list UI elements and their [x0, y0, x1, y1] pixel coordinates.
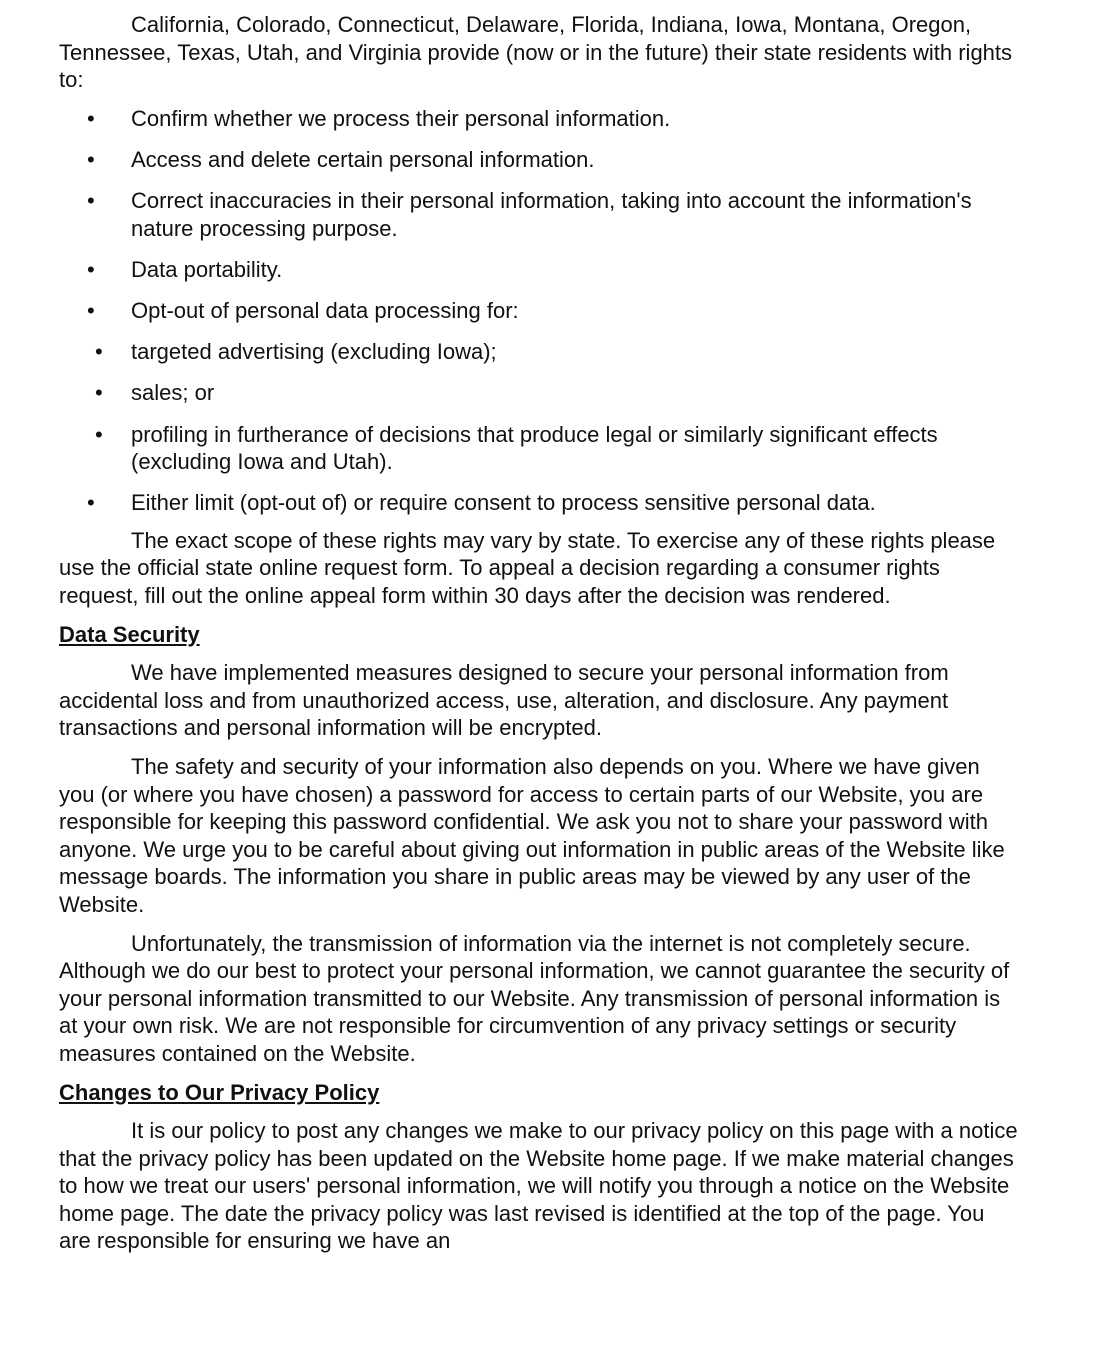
list-item [59, 187, 1019, 242]
list-item-text: Correct inaccuracies in their personal information, taking into account the information's nature processing purpose. [131, 187, 972, 241]
bullet-icon: • [95, 421, 103, 447]
data-security-heading: Data Security [59, 621, 200, 647]
document-page [59, 11, 1019, 1266]
data-security-paragraph: The safety and security of your information also depends on you. Where we have given you (or where you have chosen) a password for access to certain parts of our Website, you are responsible for keeping this password confidential. We ask you not to share your password with anyone. We urge you to be careful about giving out information in public areas of the Website like message boards. The information you share in public areas may be viewed by any user of the Website. [59, 753, 1005, 917]
bullet-icon: • [87, 490, 95, 516]
sublist-item-text: profiling in furtherance of decisions that produce legal or similarly significant effects (excluding Iowa and Utah). [131, 421, 938, 475]
list-item [59, 489, 1019, 517]
sublist-item [95, 338, 1019, 366]
changes-paragraph: It is our policy to post any changes we make to our privacy policy on this page with a notice that the privacy policy has been updated on the Website home page. If we make material changes to how we treat our users' personal information, we will notify you through a notice on the Website home page. The date the privacy policy was last revised is identified at the top of the page. You are responsible for ensuring we have an [59, 1118, 1018, 1254]
bullet-icon: • [87, 146, 95, 172]
list-item-text: Access and delete certain personal information. [131, 146, 595, 172]
data-security-paragraph: We have implemented measures designed to secure your personal information from accidental loss and from unauthorized access, use, alteration, and disclosure. Any payment transactions and personal information will be encrypted. [59, 660, 949, 741]
list-item [59, 105, 1019, 133]
sublist-item-text: sales; or [131, 380, 215, 406]
data-security-paragraph: Unfortunately, the transmission of information via the internet is not completely secure. Although we do our best to protect your personal information, we cannot guarantee the security of your personal information transmitted to our Website. Any transmission of personal information is at your own risk. We are not responsible for circumvention of any privacy settings or security measures contained on the Website. [59, 930, 1010, 1066]
bullet-icon: • [87, 187, 95, 213]
list-item [59, 146, 1019, 174]
opt-out-sublist [95, 338, 1019, 475]
bullet-icon: • [87, 297, 95, 323]
list-item-text: Data portability. [131, 256, 283, 282]
list-item-text: Confirm whether we process their personal information. [131, 105, 671, 131]
bullet-icon: • [87, 105, 95, 131]
sublist-item-text: targeted advertising (excluding Iowa); [131, 339, 497, 365]
bullet-icon: • [87, 256, 95, 282]
list-item [59, 297, 1019, 476]
list-item-text: Either limit (opt-out of) or require consent to process sensitive personal data. [131, 490, 876, 516]
bullet-icon: • [95, 380, 103, 406]
sublist-item [95, 421, 1019, 476]
bullet-icon: • [95, 339, 103, 365]
scope-paragraph: The exact scope of these rights may vary by state. To exercise any of these rights please use the official state online request form. To appeal a decision regarding a consumer rights request, fill out the online appeal form within 30 days after the decision was rendered. [59, 527, 996, 608]
changes-heading: Changes to Our Privacy Policy [59, 1079, 380, 1105]
intro-paragraph: California, Colorado, Connecticut, Delaware, Florida, Indiana, Iowa, Montana, Oregon, Tennessee, Texas, Utah, and Virginia provide (now or in the future) their state residents with rights to: [59, 12, 1013, 93]
list-item-text: Opt-out of personal data processing for: [131, 297, 519, 323]
list-item [59, 256, 1019, 284]
sublist-item [95, 379, 1019, 407]
rights-list [59, 105, 1019, 517]
